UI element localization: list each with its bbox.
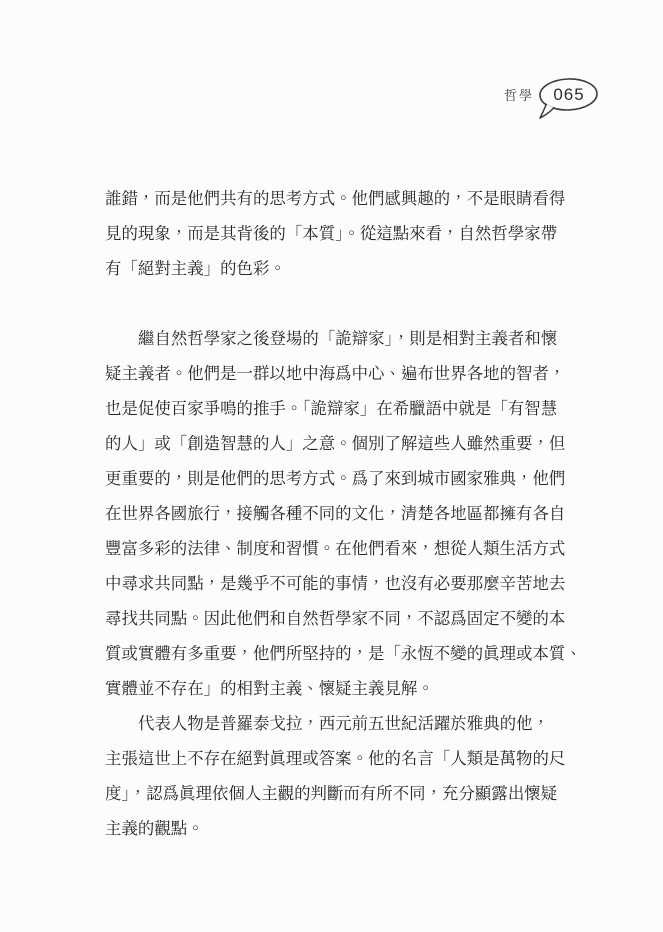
text-line: 代表人物是普羅泰戈拉，西元前五世紀活躍於雅典的他， bbox=[138, 714, 550, 733]
body-text bbox=[105, 181, 582, 846]
text-line: 疑主義者。他們是一群以地中海爲中心、遍布世界各地的智者， bbox=[105, 364, 566, 383]
page-number: 065 bbox=[553, 85, 585, 104]
text-line: 質或實體有多重要，他們所堅持的，是「永恆不變的眞理或本質、 bbox=[105, 644, 582, 663]
text-line: 更重要的，則是他們的思考方式。爲了來到城市國家雅典，他們 bbox=[105, 469, 566, 488]
page-header bbox=[0, 0, 663, 130]
text-line: 中尋求共同點，是幾乎不可能的事情，也沒有必要那麼辛苦地去 bbox=[105, 574, 566, 593]
paragraph bbox=[105, 321, 582, 706]
text-line: 實體並不存在」的相對主義、懷疑主義見解。 bbox=[105, 679, 434, 698]
text-line: 的人」或「創造智慧的人」之意。個別了解這些人雖然重要，但 bbox=[105, 434, 566, 453]
page-number-bubble bbox=[537, 76, 603, 122]
text-line: 在世界各國旅行，接觸各種不同的文化，清楚各地區都擁有各自 bbox=[105, 504, 566, 523]
text-line: 豐富多彩的法律、制度和習慣。在他們看來，想從人類生活方式 bbox=[105, 539, 566, 558]
text-line: 主義的觀點。 bbox=[105, 819, 204, 838]
text-line: 見的現象，而是其背後的「本質」。從這點來看，自然哲學家帶 bbox=[105, 224, 558, 243]
text-line: 繼自然哲學家之後登場的「詭辯家」，則是相對主義者和懷 bbox=[138, 329, 558, 348]
text-line: 主張這世上不存在絕對眞理或答案。他的名言「人類是萬物的尺 bbox=[105, 749, 566, 768]
text-line: 度」，認爲眞理依個人主觀的判斷而有所不同，充分顯露出懷疑 bbox=[105, 784, 558, 803]
paragraph bbox=[105, 706, 567, 846]
text-line: 有「絕對主義」的色彩。 bbox=[105, 259, 286, 278]
text-line: 也是促使百家爭鳴的推手。「詭辯家」在希臘語中就是「有智慧 bbox=[105, 399, 558, 418]
text-line: 誰錯，而是他們共有的思考方式。他們感興趣的，不是眼睛看得 bbox=[105, 189, 566, 208]
paragraph bbox=[105, 181, 567, 286]
section-label: 哲學 bbox=[504, 88, 535, 103]
text-line: 尋找共同點。因此他們和自然哲學家不同，不認爲固定不變的本 bbox=[105, 609, 566, 628]
